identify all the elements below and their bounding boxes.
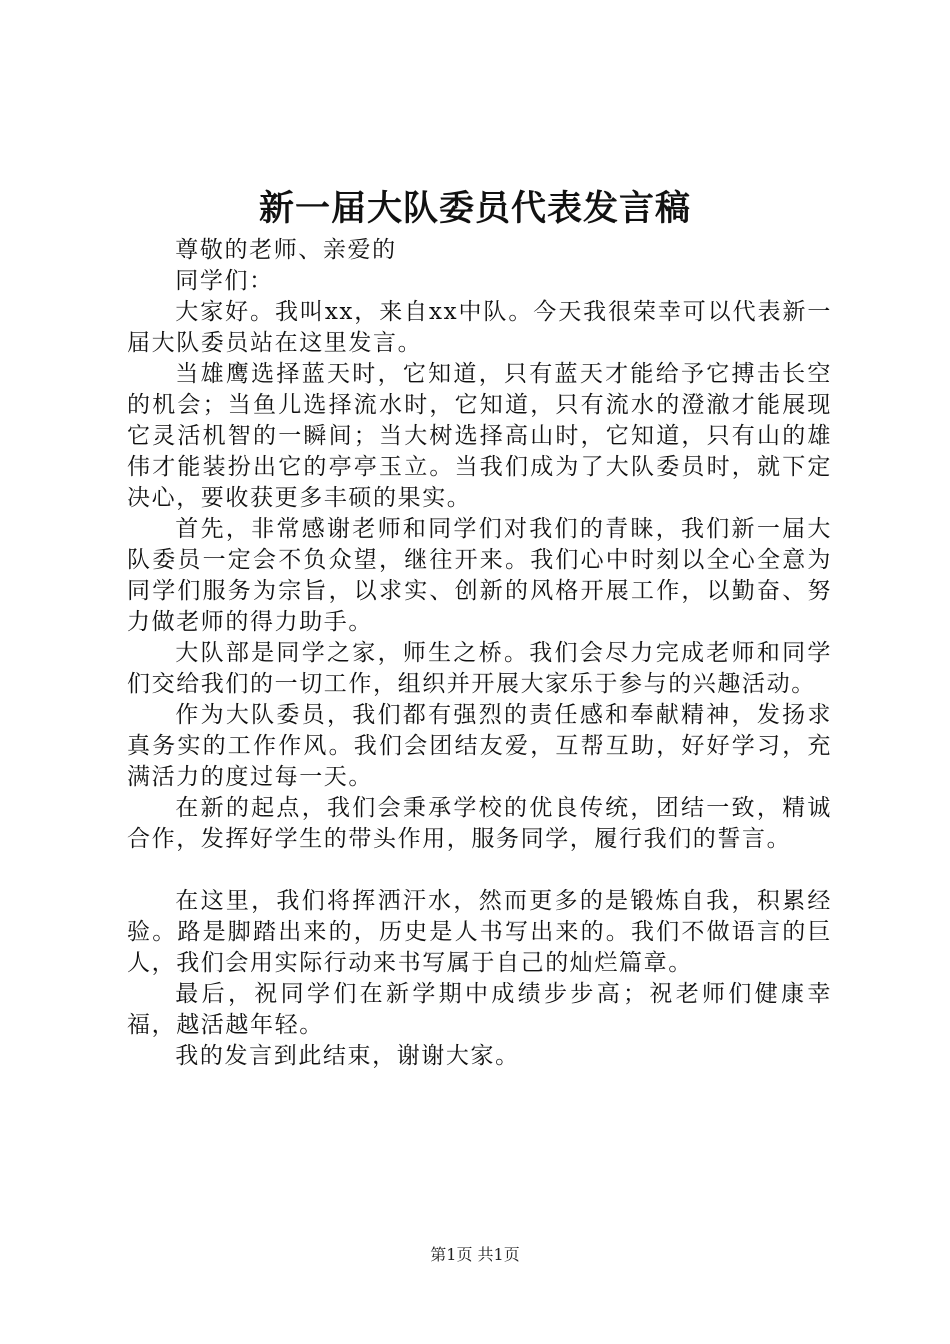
page-footer: 第1页 共1页 bbox=[430, 1245, 520, 1264]
paragraph-eagle: 当雄鹰选择蓝天时，它知道，只有蓝天才能给予它搏击长空的机会；当鱼儿选择流水时，它知道，只有流水的澄澈才能展现它灵活机智的一瞬间；当大树选择高山时，它知道，只有山的雄伟才能装扮出它的亭亭玉立。当我们成为了大队委员时，就下定决心，要收获更多丰硕的果实。 bbox=[127, 361, 832, 511]
paragraph-closing: 我的发言到此结束，谢谢大家。 bbox=[175, 1043, 520, 1069]
document-body bbox=[127, 235, 832, 1072]
paragraph-greeting: 大家好。我叫xx，来自xx中队。今天我很荣幸可以代表新一届大队委员站在这里发言。 bbox=[127, 299, 832, 356]
salutation-line-2: 同学们： bbox=[175, 268, 274, 294]
paragraph-new-start: 在新的起点，我们会秉承学校的优良传统，团结一致，精诚合作，发挥好学生的带头作用，服务同学，履行我们的誓言。 bbox=[127, 795, 832, 852]
paragraph-responsibility: 作为大队委员，我们都有强烈的责任感和奉献精神，发扬求真务实的工作作风。我们会团结友爱，互帮互助，好好学习，充满活力的度过每一天。 bbox=[127, 702, 832, 790]
paragraph-wishes: 最后，祝同学们在新学期中成绩步步高；祝老师们健康幸福，越活越年轻。 bbox=[127, 981, 832, 1038]
paragraph-brigade: 大队部是同学之家，师生之桥。我们会尽力完成老师和同学们交给我们的一切工作，组织并开展大家乐于参与的兴趣活动。 bbox=[127, 640, 832, 697]
paragraph-here: 在这里，我们将挥洒汗水，然而更多的是锻炼自我，积累经验。路是脚踏出来的，历史是人书写出来的。我们不做语言的巨人，我们会用实际行动来书写属于自己的灿烂篇章。 bbox=[127, 888, 832, 976]
salutation-line-1: 尊敬的老师、亲爱的 bbox=[175, 237, 397, 263]
paragraph-thanks: 首先，非常感谢老师和同学们对我们的青睐，我们新一届大队委员一定会不负众望，继往开来。我们心中时刻以全心全意为同学们服务为宗旨，以求实、创新的风格开展工作，以勤奋、努力做老师的得力助手。 bbox=[127, 516, 832, 635]
page-title: 新一届大队委员代表发言稿 bbox=[258, 188, 691, 229]
